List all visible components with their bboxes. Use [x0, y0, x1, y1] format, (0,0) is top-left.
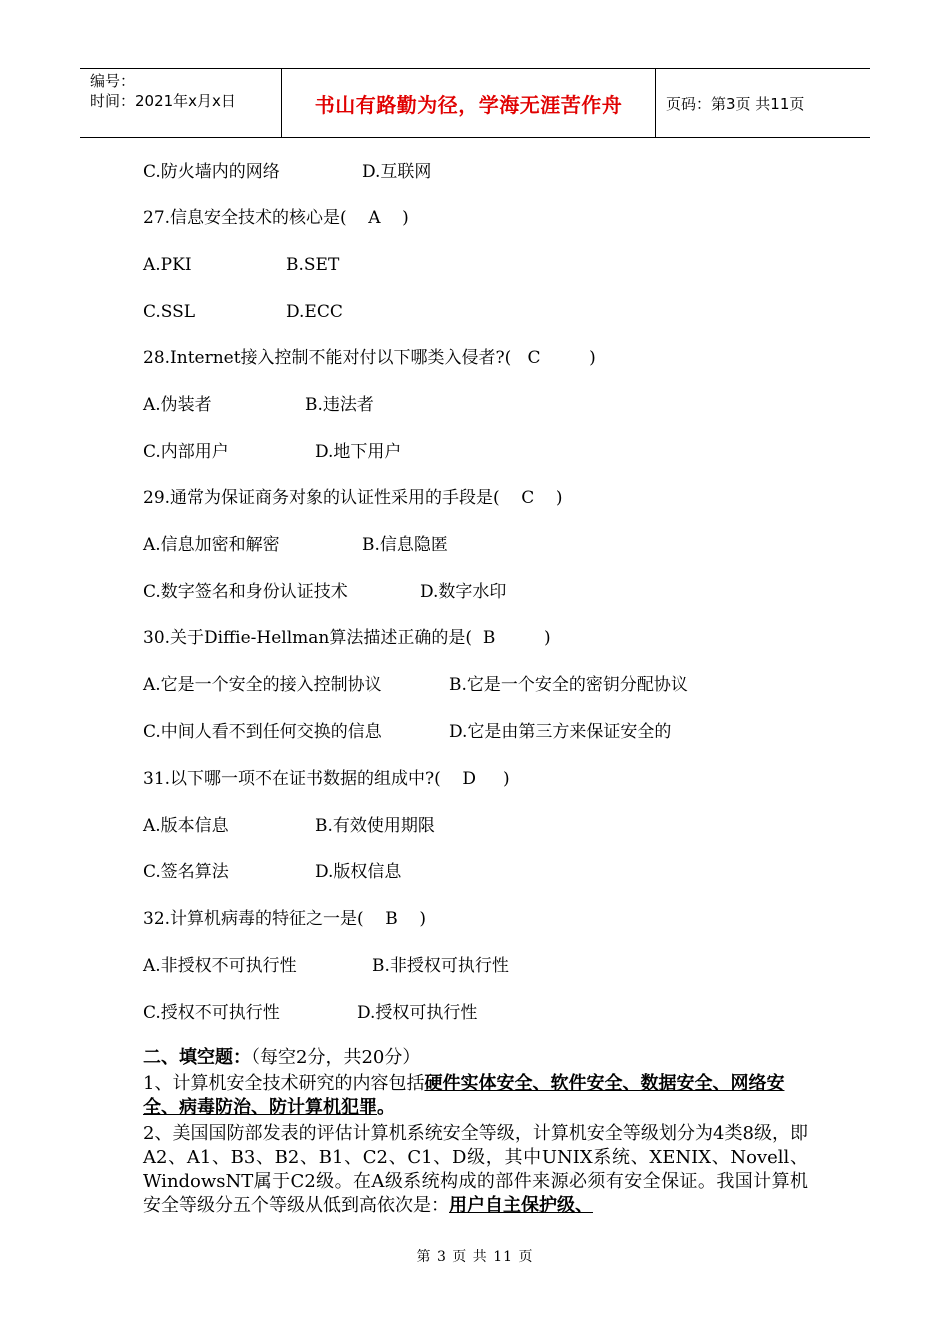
q28-option-a: A.伪装者 [143, 395, 212, 415]
q28-option-c: C.内部用户 [143, 442, 229, 462]
q32-option-d: D.授权可执行性 [357, 1003, 478, 1023]
header-motto-cell [282, 69, 656, 137]
option-d: D.互联网 [362, 162, 432, 182]
q27-option-c: C.SSL [143, 302, 196, 322]
q28-option-b: B.违法者 [305, 395, 374, 415]
option-c: C.防火墙内的网络 [143, 162, 280, 182]
q32-option-c: C.授权不可执行性 [143, 1003, 280, 1023]
q31-option-b: B.有效使用期限 [315, 816, 435, 836]
section-title: 二、填空题： [143, 1047, 251, 1068]
question-27: 27.信息安全技术的核心是( A ) [143, 208, 409, 228]
header-page-cell [656, 69, 870, 137]
q29-option-d: D.数字水印 [420, 582, 507, 602]
fill-1-text: 1、计算机安全技术研究的内容包括 [143, 1073, 425, 1094]
fill-1-end: 。 [377, 1097, 395, 1118]
q31-option-a: A.版本信息 [143, 816, 229, 836]
page-header [80, 68, 870, 138]
q31-option-d: D.版权信息 [315, 862, 402, 882]
question-31: 31.以下哪一项不在证书数据的组成中?( D ) [143, 769, 510, 789]
motto: 书山有路勤为径，学海无涯苦作舟 [314, 92, 623, 117]
q30-option-c: C.中间人看不到任何交换的信息 [143, 722, 382, 742]
q29-option-c: C.数字签名和身份认证技术 [143, 582, 348, 602]
fill-1-answer: 硬件实体安全、软件安全、数据安全、网络安全、病毒防治、防计算机犯罪 [143, 1073, 785, 1118]
q27-option-d: D.ECC [286, 302, 343, 322]
fill-question-2 [143, 1122, 808, 1218]
fill-question-1 [143, 1072, 808, 1120]
fill-2-text: 2、美国国防部发表的评估计算机系统安全等级，计算机安全等级划分为4类8级，即A2、A1、B3、B2、B1、C2、C1、D级，其中UNIX系统、XENIX、Novell、WindowsNT属于C2级。在A级系统构成的部件来源必须有安全保证。我国计算机安全等级分五个等级从低到高依次是： [143, 1123, 808, 1216]
question-29: 29.通常为保证商务对象的认证性采用的手段是( C ) [143, 488, 563, 508]
question-28: 28.Internet接入控制不能对付以下哪类入侵者?( C ) [143, 348, 596, 368]
fill-2-answer: 用户自主保护级、 [449, 1195, 593, 1216]
time-label: 时间：2021年x月x日 [90, 92, 236, 110]
q29-option-a: A.信息加密和解密 [143, 535, 280, 555]
number-label: 编号： [90, 72, 136, 90]
question-30: 30.关于Diffie-Hellman算法描述正确的是( B ) [143, 628, 551, 648]
section-heading [143, 1046, 808, 1070]
q32-option-b: B.非授权可执行性 [372, 956, 509, 976]
q29-option-b: B.信息隐匿 [362, 535, 448, 555]
section-note: （每空2分，共20分） [251, 1047, 421, 1068]
q30-option-d: D.它是由第三方来保证安全的 [449, 722, 672, 742]
q27-option-b: B.SET [286, 255, 340, 275]
question-32: 32.计算机病毒的特征之一是( B ) [143, 909, 427, 929]
page-footer: 第 3 页 共 11 页 [416, 1249, 534, 1265]
q30-option-a: A.它是一个安全的接入控制协议 [143, 675, 382, 695]
page-label: 页码：第3页 共11页 [666, 94, 805, 113]
q31-option-c: C.签名算法 [143, 862, 229, 882]
q28-option-d: D.地下用户 [315, 442, 402, 462]
header-meta [80, 69, 282, 137]
q27-option-a: A.PKI [143, 255, 192, 275]
q32-option-a: A.非授权不可执行性 [143, 956, 297, 976]
q30-option-b: B.它是一个安全的密钥分配协议 [449, 675, 688, 695]
